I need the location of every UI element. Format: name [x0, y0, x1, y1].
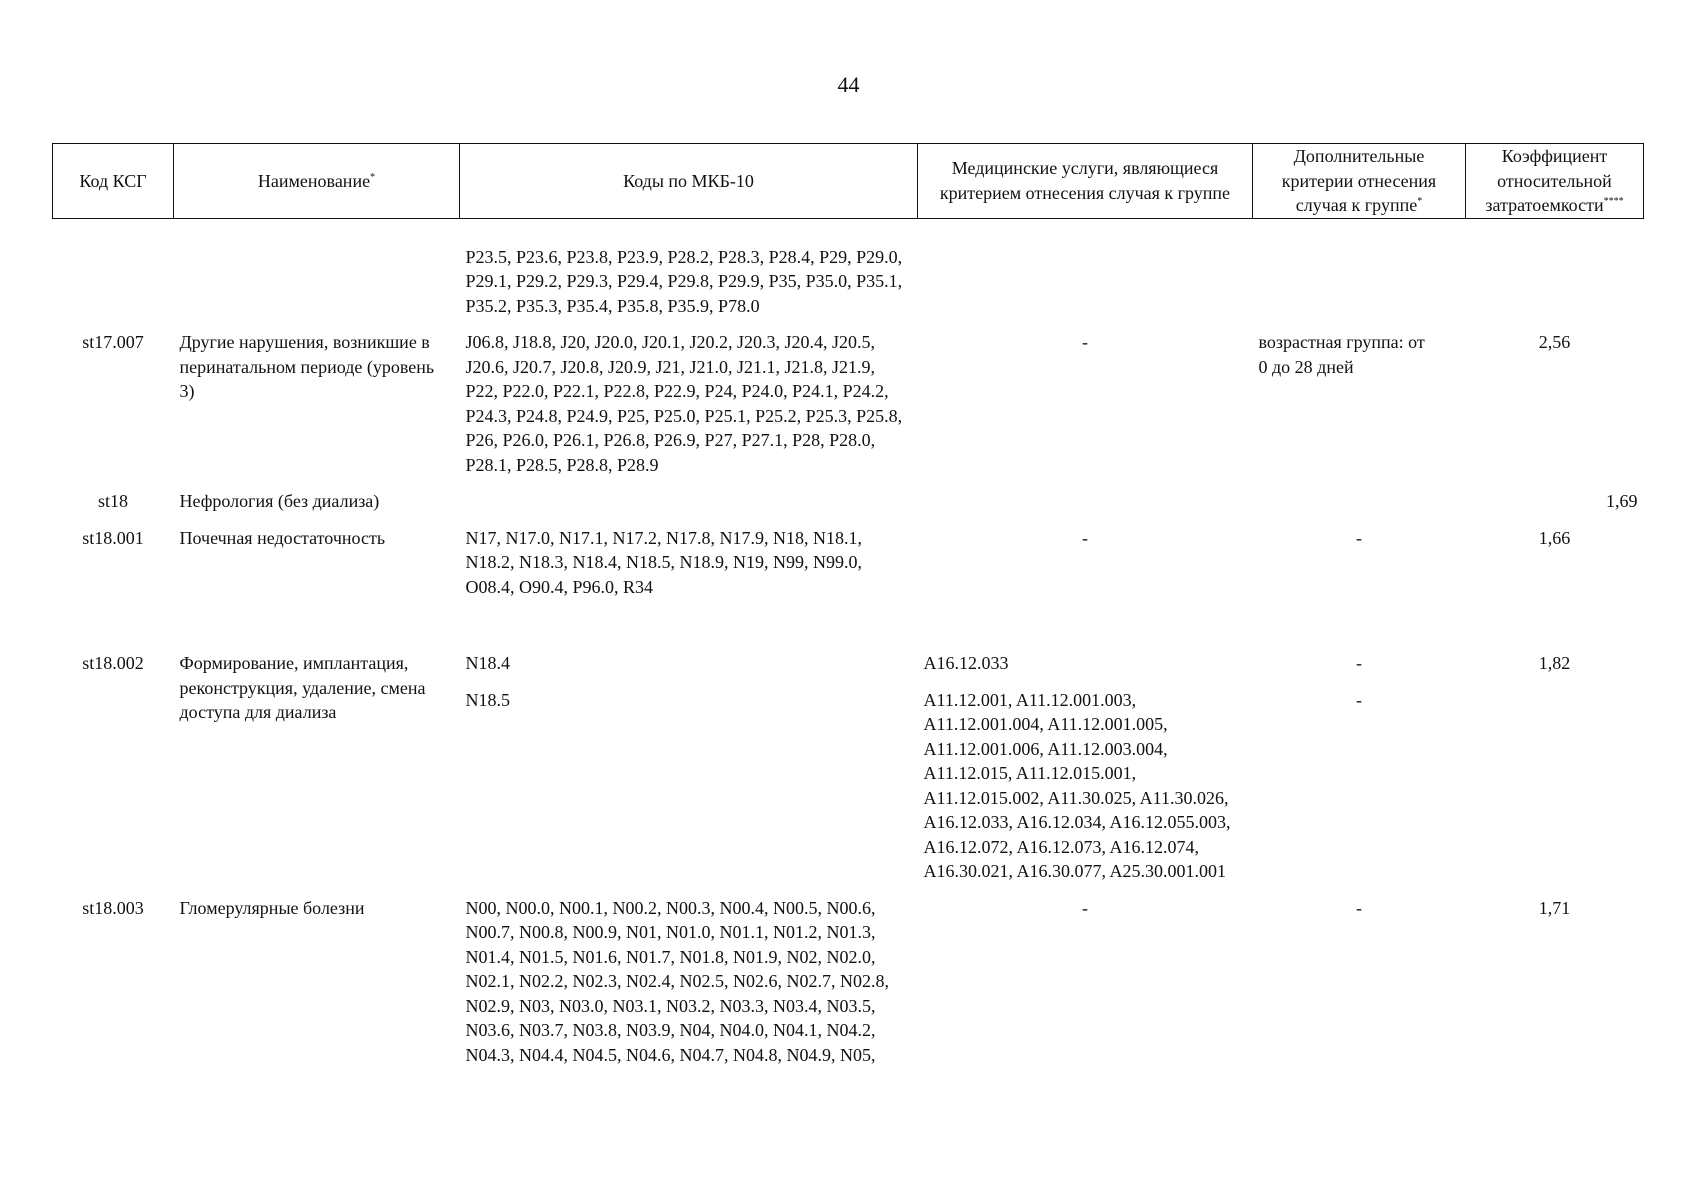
coefficient: 1,69 — [1606, 491, 1638, 511]
medical-services: A11.12.001, A11.12.001.003, A11.12.001.004, A11.12.001.005, A11.12.001.006, A11.12.003.004, A11.12.015, A11.12.015.001, A11.12.015.002, A11.30.025, A11.30.026, A16.12.033, A16.12.034, A16.12.055.003, A16.12.072, A16.12.073, A16.12.074, A16.30.021, A16.30.077, A25.30.001.001 — [923, 689, 1231, 881]
medical-services: A16.12.033 — [923, 653, 1009, 673]
mkb-codes: N00, N00.0, N00.1, N00.2, N00.3, N00.4, N00.5, N00.6, N00.7, N00.8, N00.9, N01, N01.0, N01.1, N01.2, N01.3, N01.4, N01.5, N01.6, N01.7, N01.8, N01.9, N02, N02.0, N02.1, N02.2, N02.3, N02.4, N02.5, N02.6, N02.7, N02.8, N02.9, N03, N03.0, N03.1, N03.2, N03.3, N03.4, N03.5, N03.6, N03.7, N03.8, N03.9, N04, N04.0, N04.1, N04.2, N04.3, N04.4, N04.5, N04.6, N04.7, N04.8, N04.9, N05, — [465, 897, 889, 1065]
table-row — [53, 651, 1644, 676]
ksg-name: Почечная недостаточность — [179, 527, 386, 548]
ksg-code: st18 — [97, 491, 128, 511]
ksg-name: Формирование, имплантация, реконструкция, удаление, смена доступа для диализа — [179, 653, 426, 722]
medical-services: - — [1082, 527, 1088, 548]
mkb-codes: N18.5 — [465, 689, 510, 710]
mkb-codes: N18.4 — [465, 653, 510, 673]
coefficient — [1466, 688, 1644, 884]
coefficient: 1,71 — [1538, 897, 1571, 918]
header-coefficient: Коэффициент относительной затратоемкости**** — [1466, 144, 1644, 219]
mkb-codes: J06.8, J18.8, J20, J20.0, J20.1, J20.2, J20.3, J20.4, J20.5, J20.6, J20.7, J20.8, J20.9, J21, J21.0, J21.1, J21.8, J21.9, P22, P22.0, P22.1, P22.8, P22.9, P24, P24.0, P24.1, P24.2, P24.3, P24.8, P24.9, P25, P25.0, P25.1, P25.2, P25.3, P25.8, P26, P26.0, P26.1, P26.8, P26.9, P27, P27.1, P28, P28.0, P28.1, P28.5, P28.8, P28.9 — [465, 332, 903, 475]
medical-services — [918, 245, 1253, 319]
table-row — [53, 526, 1644, 600]
header-mkb: Коды по МКБ-10 — [460, 144, 918, 219]
table-row — [53, 489, 1644, 514]
footnote-mark: **** — [1603, 196, 1624, 207]
table-header — [53, 144, 1644, 219]
coefficient: 2,56 — [1538, 332, 1571, 352]
coefficient: 1,82 — [1538, 653, 1571, 673]
footnote-mark: * — [370, 171, 376, 183]
footnote-mark: * — [1417, 196, 1423, 207]
extra-criteria: возрастная группа: от 0 до 28 дней — [1258, 332, 1425, 377]
medical-services — [918, 489, 1253, 514]
mkb-codes — [460, 489, 918, 514]
ksg-name: Другие нарушения, возникшие в перинатальном периоде (уровень 3) — [179, 332, 435, 401]
ksg-code: st18.001 — [82, 527, 144, 548]
extra-criteria: - — [1356, 689, 1362, 710]
extra-criteria: - — [1356, 653, 1362, 673]
ksg-code — [53, 245, 174, 319]
medical-services: - — [1082, 332, 1088, 352]
ksg-name: Гломерулярные болезни — [179, 897, 365, 918]
ksg-code: st18.002 — [82, 653, 144, 673]
table-row — [53, 896, 1644, 1068]
header-code: Код КСГ — [53, 144, 174, 219]
extra-criteria: - — [1356, 527, 1362, 548]
ksg-table — [52, 143, 1644, 1067]
coefficient: 1,66 — [1538, 527, 1571, 548]
coefficient — [1466, 245, 1644, 319]
ksg-code: st17.007 — [82, 332, 144, 352]
extra-criteria — [1253, 245, 1466, 319]
header-name: Наименование* — [174, 144, 460, 219]
header-services: Медицинские услуги, являющиеся критерием отнесения случая к группе — [918, 144, 1253, 219]
ksg-code — [53, 688, 174, 884]
ksg-name: Нефрология (без диализа) — [179, 491, 380, 511]
extra-criteria — [1253, 489, 1466, 514]
medical-services: - — [1082, 897, 1088, 918]
ksg-code: st18.003 — [82, 897, 144, 918]
table-row — [53, 330, 1644, 477]
table-row — [53, 245, 1644, 319]
mkb-codes: N17, N17.0, N17.1, N17.2, N17.8, N17.9, N18, N18.1, N18.2, N18.3, N18.4, N18.5, N18.9, N19, N99, N99.0, O08.4, O90.4, P96.0, R34 — [465, 527, 862, 597]
mkb-codes: P23.5, P23.6, P23.8, P23.9, P28.2, P28.3, P28.4, P29, P29.0, P29.1, P29.2, P29.3, P29.4, P29.8, P29.9, P35, P35.0, P35.1, P35.2, P35.3, P35.4, P35.8, P35.9, P78.0 — [465, 246, 903, 316]
extra-criteria: - — [1356, 897, 1362, 918]
ksg-name — [174, 245, 460, 319]
header-extra-criteria: Дополнительные критерии отнесения случая к группе* — [1253, 144, 1466, 219]
page-number: 44 — [837, 72, 860, 97]
